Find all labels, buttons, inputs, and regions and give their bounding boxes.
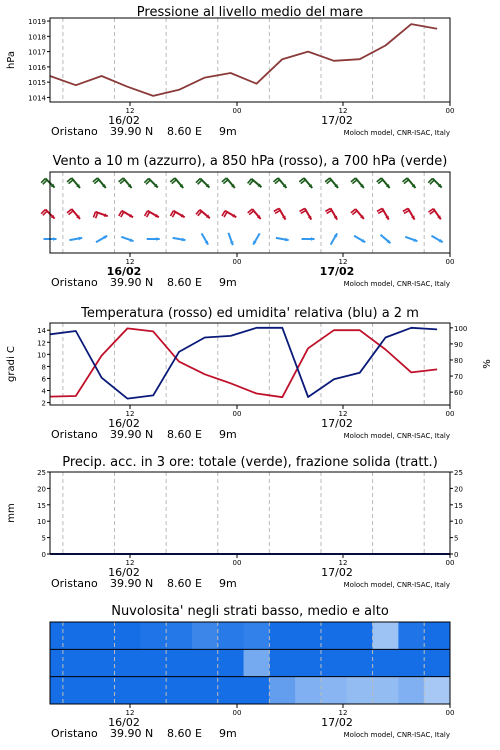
- wind-10m-barb: [354, 236, 365, 243]
- wind-700-barb: [428, 178, 441, 187]
- cloud-cell-medio: [63, 649, 89, 676]
- temperature-x-tick-label: 00: [232, 410, 242, 418]
- pressure-series-line: [50, 24, 437, 96]
- precip-y2-tick-label: 15: [454, 501, 463, 510]
- precip-y2-tick-label: 5: [454, 534, 459, 543]
- precip-date-label: 17/02: [321, 566, 353, 579]
- wind-date-label: 17/02: [319, 265, 355, 278]
- pressure-y-tick-label: 1018: [28, 33, 46, 42]
- temperature-series-line: [50, 328, 437, 397]
- temperature-location-lon: 8.60 E: [167, 428, 202, 441]
- temperature-y-tick-label: 8: [41, 363, 46, 372]
- temperature-credit: Moloch model, CNR-ISAC, Italy: [343, 432, 450, 440]
- wind-700-barb: [144, 178, 157, 187]
- cloud-cell-medio: [140, 649, 166, 676]
- cloud-cell-medio: [424, 649, 450, 676]
- wind-850-barb: [351, 209, 364, 219]
- wind-850-barb: [300, 208, 312, 219]
- cloud-cell-basso: [63, 677, 89, 704]
- wind-10m-barb: [228, 233, 233, 245]
- cloud-date-label: 17/02: [321, 716, 353, 729]
- wind-x-tick-label: 00: [445, 258, 455, 266]
- cloud-cell-basso: [218, 677, 244, 704]
- wind-850-barb: [222, 211, 236, 218]
- wind-10m-barb: [381, 235, 391, 243]
- wind-700-barb: [222, 178, 235, 188]
- pressure-location-lat: 39.90 N: [110, 125, 154, 138]
- precip-date-label: 16/02: [108, 566, 140, 579]
- wind-location-name: Oristano: [51, 276, 98, 289]
- precip-y-tick-label: 5: [41, 534, 46, 543]
- precip-y2-tick-label: 10: [454, 518, 463, 527]
- temperature-y-tick-label: 4: [41, 387, 46, 396]
- pressure-y-label: hPa: [6, 50, 17, 70]
- pressure-x-tick-label: 00: [232, 107, 242, 115]
- cloud-cell-medio: [373, 649, 399, 676]
- precip-y-tick-label: 0: [41, 551, 46, 559]
- cloud-cell-alto: [218, 622, 244, 649]
- temperature-chart-title: Temperatura (rosso) ed umidita' relativa (blu) a 2 m: [81, 306, 419, 321]
- cloud-x-tick-label: 12: [125, 709, 135, 717]
- temperature-x-tick-label: 12: [338, 410, 348, 418]
- cloud-credit: Moloch model, CNR-ISAC, Italy: [343, 731, 450, 739]
- wind-x-tick-label: 12: [125, 258, 135, 266]
- wind-700-barb: [273, 178, 286, 188]
- temperature-location-alt: 9m: [219, 428, 237, 441]
- wind-850-barb: [274, 208, 286, 219]
- pressure-x-tick-label: 12: [338, 107, 348, 115]
- pressure-x-tick-label: 12: [125, 107, 135, 115]
- precip-location-lat: 39.90 N: [110, 577, 154, 590]
- cloud-cell-medio: [244, 649, 270, 676]
- temperature-y-tick-label: 12: [37, 339, 46, 348]
- wind-x-tick-label: 00: [232, 258, 242, 266]
- cloud-cell-basso: [398, 677, 424, 704]
- cloud-cell-medio: [192, 649, 218, 676]
- cloud-cell-alto: [398, 622, 424, 649]
- cloud-cell-basso: [244, 677, 270, 704]
- temperature-y-tick-label: 6: [41, 375, 46, 384]
- cloud-cell-alto: [50, 622, 63, 649]
- wind-10m-barb: [253, 233, 259, 244]
- cloud-cell-basso: [115, 677, 141, 704]
- cloud-cell-basso: [192, 677, 218, 704]
- wind-850-barb: [119, 211, 133, 218]
- wind-10m-barb-head: [53, 237, 57, 241]
- temperature-y-tick-label: 14: [37, 327, 46, 336]
- wind-10m-barb: [173, 238, 186, 242]
- temperature-location-lat: 39.90 N: [110, 428, 154, 441]
- pressure-y-tick-label: 1019: [28, 18, 46, 27]
- cloud-location-name: Oristano: [51, 727, 98, 740]
- cloud-cell-basso: [321, 677, 347, 704]
- temperature-date-label: 16/02: [108, 417, 140, 430]
- precip-x-tick-label: 00: [232, 559, 242, 567]
- cloud-cell-medio: [89, 649, 115, 676]
- precip-location-alt: 9m: [219, 577, 237, 590]
- wind-700-barb: [248, 179, 262, 187]
- pressure-x-tick-label: 00: [445, 107, 455, 115]
- cloud-cell-basso: [347, 677, 373, 704]
- temperature-x-tick-label: 12: [125, 410, 135, 418]
- precip-x-tick-label: 12: [125, 559, 135, 567]
- pressure-frame: [50, 18, 450, 102]
- wind-10m-barb: [121, 237, 133, 242]
- cloud-x-tick-label: 12: [338, 709, 348, 717]
- cloud-cell-medio: [295, 649, 321, 676]
- wind-700-barb: [93, 178, 106, 188]
- humidity-y2-tick-label: 100: [454, 324, 468, 333]
- wind-850-barb: [403, 208, 415, 219]
- precip-y-tick-label: 10: [37, 518, 46, 527]
- wind-850-barb: [428, 209, 440, 220]
- cloud-cell-medio: [218, 649, 244, 676]
- cloud-cell-medio: [50, 649, 63, 676]
- wind-credit: Moloch model, CNR-ISAC, Italy: [343, 280, 450, 288]
- cloud-cell-basso: [140, 677, 166, 704]
- pressure-date-label: 16/02: [108, 114, 140, 127]
- wind-10m-barb-head: [156, 237, 160, 241]
- wind-700-barb: [403, 178, 416, 188]
- humidity-y2-tick-label: 80: [454, 356, 463, 365]
- precip-y-label: mm: [6, 503, 17, 523]
- wind-700-barb: [119, 178, 132, 188]
- cloud-date-label: 16/02: [108, 716, 140, 729]
- cloud-chart-title: Nuvolosita' negli strati basso, medio e alto: [111, 604, 389, 619]
- cloud-cell-alto: [63, 622, 89, 649]
- cloud-cell-alto: [373, 622, 399, 649]
- cloud-cell-alto: [115, 622, 141, 649]
- wind-700-barb: [41, 178, 54, 187]
- wind-10m-barb: [96, 236, 107, 243]
- pressure-chart-title: Pressione al livello medio del mare: [136, 5, 364, 20]
- temperature-x-tick-label: 00: [445, 410, 455, 418]
- cloud-x-tick-label: 00: [232, 709, 242, 717]
- precip-y2-tick-label: 25: [454, 469, 463, 477]
- cloud-cell-medio: [166, 649, 192, 676]
- wind-date-label: 16/02: [106, 265, 142, 278]
- wind-10m-barb: [405, 237, 417, 242]
- cloud-location-lat: 39.90 N: [110, 727, 154, 740]
- wind-850-barb-feather: [96, 213, 98, 219]
- wind-10m-barb: [147, 237, 160, 241]
- pressure-date-label: 17/02: [321, 114, 353, 127]
- pressure-y-tick-label: 1014: [28, 94, 46, 103]
- humidity-y2-tick-label: 90: [454, 340, 463, 349]
- wind-700-barb: [351, 178, 364, 188]
- wind-location-lon: 8.60 E: [167, 276, 202, 289]
- precip-location-name: Oristano: [51, 577, 98, 590]
- wind-700-barb: [170, 178, 183, 188]
- precip-y-tick-label: 15: [37, 501, 46, 510]
- cloud-cell-basso: [50, 677, 63, 704]
- cloud-cell-basso: [89, 677, 115, 704]
- precip-x-tick-label: 00: [445, 559, 455, 567]
- cloud-cell-alto: [321, 622, 347, 649]
- cloud-cell-medio: [269, 649, 295, 676]
- pressure-location-lon: 8.60 E: [167, 125, 202, 138]
- pressure-location-alt: 9m: [219, 125, 237, 138]
- wind-10m-barb-head: [311, 237, 315, 241]
- wind-850-barb: [67, 209, 80, 219]
- wind-10m-barb: [69, 237, 82, 241]
- cloud-cell-medio: [347, 649, 373, 676]
- cloud-cell-alto: [347, 622, 373, 649]
- wind-location-alt: 9m: [219, 276, 237, 289]
- humidity-y2-tick-label: 70: [454, 373, 463, 382]
- cloud-cell-alto: [295, 622, 321, 649]
- humidity-y-label: %: [482, 359, 493, 369]
- wind-850-barb: [41, 209, 54, 218]
- humidity-y2-tick-label: 60: [454, 389, 463, 398]
- wind-700-barb: [377, 178, 390, 188]
- cloud-x-tick-label: 00: [445, 709, 455, 717]
- wind-850-barb: [377, 208, 389, 219]
- cloud-location-alt: 9m: [219, 727, 237, 740]
- wind-10m-barb: [202, 233, 209, 244]
- precip-y-tick-label: 25: [37, 469, 46, 477]
- wind-location-lat: 39.90 N: [110, 276, 154, 289]
- wind-850-barb-feather: [93, 212, 95, 218]
- wind-850-barb: [93, 212, 107, 218]
- precip-y2-tick-label: 0: [454, 551, 459, 559]
- wind-850-barb: [325, 208, 337, 219]
- cloud-cell-basso: [166, 677, 192, 704]
- cloud-cell-medio: [398, 649, 424, 676]
- wind-850-barb: [248, 209, 261, 219]
- pressure-credit: Moloch model, CNR-ISAC, Italy: [343, 129, 450, 137]
- wind-700-barb: [325, 178, 338, 188]
- cloud-cell-basso: [269, 677, 295, 704]
- wind-x-tick-label: 12: [338, 258, 348, 266]
- temperature-y-tick-label: 2: [41, 399, 46, 408]
- cloud-cell-medio: [321, 649, 347, 676]
- wind-850-barb: [145, 211, 159, 218]
- wind-10m-barb: [302, 237, 315, 241]
- wind-10m-barb: [276, 238, 289, 242]
- wind-10m-barb: [331, 233, 338, 244]
- cloud-cell-basso: [295, 677, 321, 704]
- precip-credit: Moloch model, CNR-ISAC, Italy: [343, 581, 450, 589]
- precip-chart-title: Precip. acc. in 3 ore: totale (verde), frazione solida (tratt.): [62, 455, 438, 470]
- cloud-cell-basso: [424, 677, 450, 704]
- temperature-location-name: Oristano: [51, 428, 98, 441]
- wind-10m-barb: [431, 236, 442, 243]
- cloud-cell-alto: [244, 622, 270, 649]
- pressure-y-tick-label: 1017: [28, 48, 46, 57]
- wind-700-barb: [67, 178, 80, 188]
- pressure-location-name: Oristano: [51, 125, 98, 138]
- temperature-y-tick-label: 10: [37, 351, 46, 360]
- cloud-cell-alto: [424, 622, 450, 649]
- temperature-date-label: 17/02: [321, 417, 353, 430]
- pressure-y-tick-label: 1016: [28, 63, 46, 72]
- cloud-cell-alto: [89, 622, 115, 649]
- cloud-cell-medio: [115, 649, 141, 676]
- cloud-cell-alto: [269, 622, 295, 649]
- cloud-cell-basso: [373, 677, 399, 704]
- cloud-location-lon: 8.60 E: [167, 727, 202, 740]
- temperature-y-label: gradi C: [6, 346, 17, 382]
- cloud-cell-alto: [140, 622, 166, 649]
- pressure-y-tick-label: 1015: [28, 79, 46, 88]
- precip-location-lon: 8.60 E: [167, 577, 202, 590]
- wind-850-barb: [196, 210, 210, 218]
- precip-frame: [50, 472, 450, 554]
- wind-700-barb: [299, 178, 312, 188]
- wind-850-barb: [170, 211, 184, 218]
- precip-y-tick-label: 20: [37, 485, 46, 494]
- wind-chart-title: Vento a 10 m (azzurro), a 850 hPa (rosso), a 700 hPa (verde): [52, 154, 448, 169]
- precip-x-tick-label: 12: [338, 559, 348, 567]
- wind-700-barb: [196, 178, 209, 187]
- precip-y2-tick-label: 20: [454, 485, 463, 494]
- cloud-cell-alto: [166, 622, 192, 649]
- cloud-cell-alto: [192, 622, 218, 649]
